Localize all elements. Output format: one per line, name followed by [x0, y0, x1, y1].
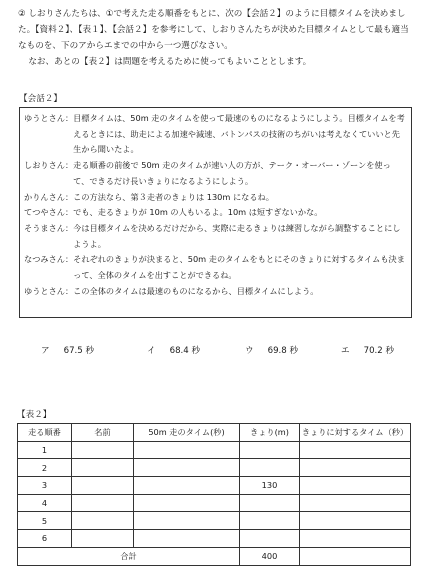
cell-order: 5 — [18, 512, 72, 530]
cell-name — [72, 530, 134, 548]
table-2 — [17, 423, 411, 566]
cell-order: 2 — [18, 459, 72, 477]
question-note: なお、あとの【表２】は問題を考えるために使ってもよいこととします。 — [28, 57, 312, 67]
header-name: 名前 — [72, 424, 134, 442]
conversation-box — [19, 107, 412, 318]
choice-letter: ウ — [245, 346, 254, 356]
cell-distance-time — [300, 459, 411, 477]
header-distance-time: きょりに対するタイム（秒） — [300, 424, 411, 442]
cell-50m-time — [134, 494, 240, 512]
table-row — [18, 477, 411, 495]
cell-50m-time — [134, 441, 240, 459]
cell-50m-time — [134, 512, 240, 530]
speech: この全体のタイムは最速のものになるから、目標タイムにしよう。 — [73, 285, 319, 296]
cell-order: 4 — [18, 494, 72, 512]
choice-value: 69.8 秒 — [267, 346, 299, 356]
cell-name — [72, 477, 134, 495]
table2-label: 【表２】 — [17, 410, 52, 420]
speaker: なつみさん： — [24, 254, 74, 265]
cell-distance-time — [300, 494, 411, 512]
choice-value: 70.2 秒 — [363, 346, 395, 356]
table-header-row — [18, 424, 411, 442]
speech: この方法なら、第３走者のきょりは 130m になるね。 — [73, 191, 274, 202]
choice-letter: エ — [341, 346, 350, 356]
conversation-line — [24, 158, 406, 189]
choice-letter: ア — [41, 346, 50, 356]
header-distance: きょり(m) — [240, 424, 300, 442]
cell-distance: 130 — [240, 477, 300, 495]
speech: それぞれのきょりが決まると、50m 走のタイムをもとにそのきょりに対するタイムも決まって、全体のタイムを出すことができるね。 — [73, 254, 405, 281]
choice-u[interactable] — [245, 345, 298, 357]
choice-e[interactable] — [341, 345, 394, 357]
cell-distance-time — [300, 530, 411, 548]
cell-distance — [240, 459, 300, 477]
table-row — [18, 530, 411, 548]
cell-order: 3 — [18, 477, 72, 495]
conversation-line — [24, 111, 406, 158]
cell-total-distance: 400 — [240, 547, 300, 565]
conversation-line — [24, 205, 406, 221]
cell-distance — [240, 512, 300, 530]
table-row — [18, 459, 411, 477]
choice-value: 68.4 秒 — [169, 346, 201, 356]
choice-letter: イ — [147, 346, 156, 356]
cell-50m-time — [134, 459, 240, 477]
table-total-row — [18, 547, 411, 565]
cell-name — [72, 494, 134, 512]
speaker: しおりさん： — [24, 160, 74, 171]
cell-distance-time — [300, 441, 411, 459]
conversation-line — [24, 252, 406, 283]
speech: でも、走るきょりが 10m の人もいるよ。10m は短すぎないかな。 — [73, 207, 323, 218]
choice-a[interactable] — [41, 345, 94, 357]
cell-order: 1 — [18, 441, 72, 459]
speaker: かりんさん： — [24, 191, 74, 202]
speech: 走る順番の前後で 50m 走のタイムが速い人の方が、テーク・オーバー・ゾーンを使って、できるだけ長いきょりになるようにしよう。 — [73, 160, 391, 186]
conversation-line — [24, 284, 406, 300]
cell-name — [72, 441, 134, 459]
cell-total-label: 合計 — [18, 547, 240, 565]
conversation-line — [24, 221, 406, 252]
table-row — [18, 494, 411, 512]
table-row — [18, 512, 411, 530]
speech: 今は目標タイムを決めるだけだから、実際に走るきょりは練習しながら調整することにしようよ。 — [73, 222, 401, 249]
speaker: ゆうとさん： — [24, 113, 74, 123]
speaker: てつやさん： — [24, 207, 74, 218]
cell-distance — [240, 494, 300, 512]
cell-total-distance-time — [300, 547, 411, 565]
question-intro — [18, 6, 413, 70]
header-50m-time: 50m 走のタイム(秒) — [134, 424, 240, 442]
cell-50m-time — [134, 530, 240, 548]
cell-order: 6 — [18, 530, 72, 548]
cell-name — [72, 512, 134, 530]
header-order: 走る順番 — [18, 424, 72, 442]
cell-50m-time — [134, 477, 240, 495]
speech: 目標タイムは、50m 走のタイムを使って最速のものになるようにしよう。目標タイムを考えるときには、助走による加速や減速、バトンパスの技術のちがいは考えなくていいと先生から聞いたよ。 — [73, 113, 405, 155]
cell-distance — [240, 530, 300, 548]
choice-i[interactable] — [147, 345, 200, 357]
table-row — [18, 441, 411, 459]
cell-name — [72, 459, 134, 477]
question-text: ② しおりさんたちは、①で考えた走る順番をもとに、次の【会話２】のように目標タイムを決めました。【資料２】、【表１】、【会話２】を参考にして、しおりさんたちが決めた目標タイムとして最も適当なものを、下のアからエまでの中から一つ選びなさい。 — [18, 9, 409, 51]
cell-distance — [240, 441, 300, 459]
conversation-label: 【会話２】 — [19, 94, 62, 104]
cell-distance-time — [300, 477, 411, 495]
cell-distance-time — [300, 512, 411, 530]
choice-value: 67.5 秒 — [63, 346, 95, 356]
speaker: ゆうとさん： — [24, 285, 74, 296]
conversation-line — [24, 190, 406, 206]
speaker: そうまさん： — [24, 222, 74, 233]
